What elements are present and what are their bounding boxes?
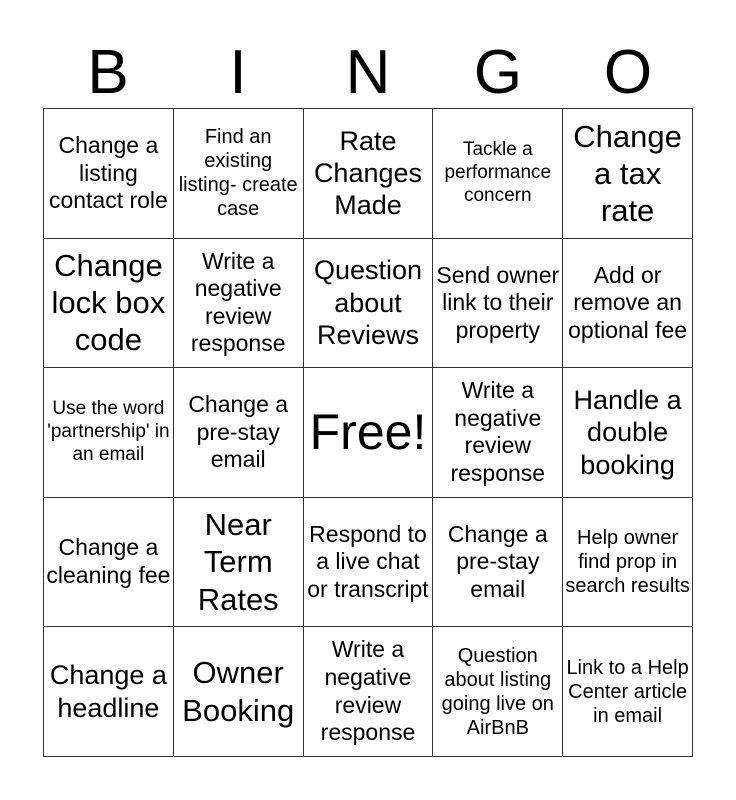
- board-row: [44, 497, 693, 627]
- bingo-cell[interactable]: Respond to a live chat or transcript: [303, 497, 433, 627]
- bingo-cell[interactable]: Add or remove an optional fee: [563, 238, 693, 368]
- bingo-cell[interactable]: Use the word 'partnership' in an email: [44, 368, 174, 498]
- title-letter-o: O: [603, 38, 653, 107]
- bingo-cell[interactable]: Write a negative review response: [303, 627, 433, 757]
- bingo-cell[interactable]: Change lock box code: [44, 238, 174, 368]
- board-row: [44, 368, 693, 498]
- bingo-cell[interactable]: Change a pre-stay email: [433, 497, 563, 627]
- bingo-cell[interactable]: Change a tax rate: [563, 109, 693, 239]
- title-letter-i: I: [229, 38, 247, 107]
- bingo-cell[interactable]: Near Term Rates: [173, 497, 303, 627]
- bingo-cell[interactable]: Question about Reviews: [303, 238, 433, 368]
- bingo-board: [43, 108, 693, 757]
- bingo-cell[interactable]: Owner Booking: [173, 627, 303, 757]
- bingo-cell[interactable]: Question about listing going live on AirBnB: [433, 627, 563, 757]
- bingo-cell[interactable]: Send owner link to their property: [433, 238, 563, 368]
- bingo-cell[interactable]: Link to a Help Center article in email: [563, 627, 693, 757]
- bingo-cell[interactable]: Rate Changes Made: [303, 109, 433, 239]
- bingo-cell[interactable]: Change a headline: [44, 627, 174, 757]
- title-letter-b: B: [87, 38, 129, 107]
- bingo-cell[interactable]: Tackle a performance concern: [433, 109, 563, 239]
- bingo-cell[interactable]: Change a listing contact role: [44, 109, 174, 239]
- bingo-cell[interactable]: Write a negative review response: [433, 368, 563, 498]
- bingo-cell[interactable]: Write a negative review response: [173, 238, 303, 368]
- free-space-cell[interactable]: Free!: [303, 368, 433, 498]
- bingo-cell[interactable]: Change a pre-stay email: [173, 368, 303, 498]
- board-row: [44, 238, 693, 368]
- title-letter-g: G: [473, 38, 523, 107]
- board-row: [44, 109, 693, 239]
- title-letter-n: N: [345, 38, 391, 107]
- bingo-cell[interactable]: Help owner find prop in search results: [563, 497, 693, 627]
- bingo-cell[interactable]: Change a cleaning fee: [44, 497, 174, 627]
- bingo-cell[interactable]: Find an existing listing- create case: [173, 109, 303, 239]
- bingo-title: [43, 38, 693, 108]
- board-row: [44, 627, 693, 757]
- bingo-cell[interactable]: Handle a double booking: [563, 368, 693, 498]
